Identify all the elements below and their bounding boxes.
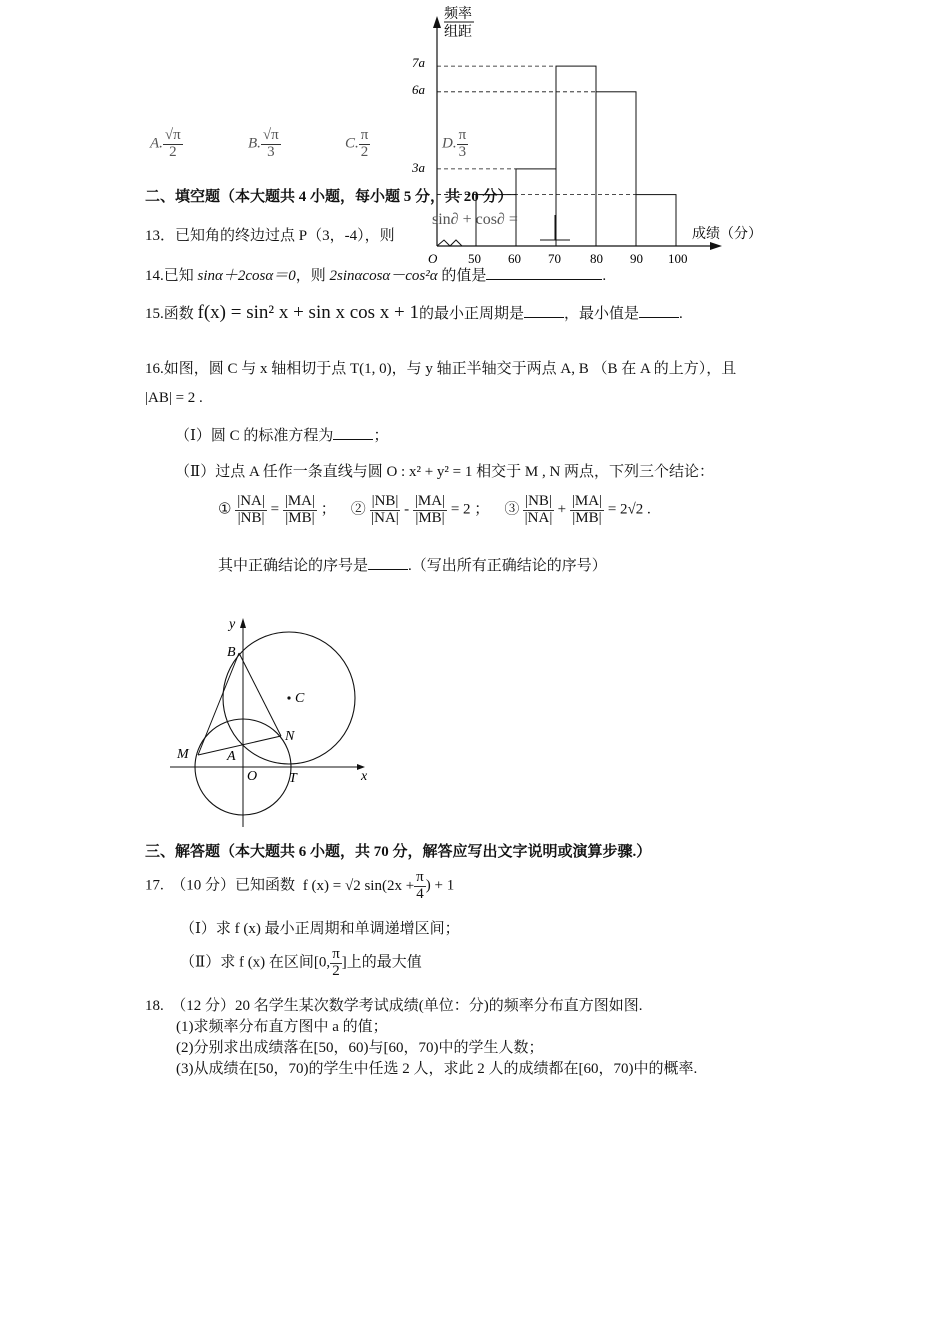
q15-mid: 的最小正周期是	[419, 306, 525, 322]
hist-ytick-3a: 3a	[412, 160, 425, 175]
q17-func-right: ) + 1	[425, 877, 455, 894]
q12-c-den: 2	[360, 143, 369, 160]
q17-part2	[180, 947, 422, 980]
fig-label-x: x	[361, 769, 368, 784]
q15-end: .	[679, 306, 683, 322]
q16-c3-f1-num: |NB|	[525, 493, 552, 509]
q17-p2-prefix: （Ⅱ）求 f (x) 在区间[0,	[180, 954, 331, 971]
q17-p2-suffix: ]上的最大值	[341, 954, 422, 971]
hist-ytick-6a: 6a	[412, 82, 425, 97]
q16-part2: （Ⅱ）过点 A 任作一条直线与圆 O : x² + y² = 1 相交于 M , N 两点，下列三个结论：	[175, 464, 715, 480]
q16-c2-f2-den: |MB|	[415, 509, 445, 526]
q16-ending-suffix: .（写出所有正确结论的序号）	[408, 558, 607, 574]
hist-xlabel: 成绩（分）	[692, 227, 762, 242]
q18-part1: (1)求频率分布直方图中 a 的值；	[176, 1019, 388, 1035]
q16-c3-label: ③	[504, 501, 520, 518]
q18-head: 18. （12 分）20 名学生某次数学考试成绩(单位：分)的频率分布直方图如图.	[145, 998, 643, 1014]
q16-c3-op: +	[557, 501, 567, 518]
fig-label-t: T	[289, 771, 297, 786]
q16-c1-f1-den: |NB|	[237, 509, 265, 526]
q16-c3-f2-num: |MA|	[571, 493, 603, 509]
q12-b-den: 3	[267, 143, 275, 160]
q17-func-left: f (x) = √2 sin(2x +	[302, 877, 415, 894]
hist-bar	[516, 169, 556, 246]
segment-bm	[198, 653, 239, 755]
q16-c3-f2-den: |MB|	[572, 509, 602, 526]
q16-c3-frac1	[523, 494, 554, 527]
q16-c2-f1-den: |NA|	[371, 509, 399, 526]
q16-c1-frac1	[235, 494, 267, 527]
q16-c3-frac2	[570, 494, 604, 527]
fig-label-a: A	[227, 749, 236, 764]
q12-d-num: π	[458, 127, 467, 143]
q12-b-fraction	[261, 128, 281, 161]
q12-c-num: π	[360, 127, 369, 143]
fig-label-c: C	[295, 691, 305, 706]
hist-x-axis-arrow	[710, 242, 722, 250]
hist-xtick-90: 90	[630, 251, 643, 266]
q16-ending-prefix: 其中正确结论的序号是	[218, 558, 369, 574]
q16-conclusions	[218, 494, 651, 527]
fig-label-n: N	[285, 729, 295, 744]
q13-expr: sin∂ + cos∂ =	[432, 211, 518, 228]
q16-c1-eq: =	[270, 501, 280, 518]
q16-c2-op: -	[404, 501, 410, 518]
q12-d-label: D.	[442, 135, 457, 152]
hist-bar	[636, 195, 676, 246]
q14-expr: 2sinαcosα－cos²α	[329, 268, 438, 284]
q12-a-den: 2	[169, 143, 177, 160]
circle-figure	[165, 612, 380, 834]
q17-func-num: π	[416, 869, 424, 885]
q16-c2-f2-num: |MA|	[414, 493, 446, 509]
hist-axis-break	[437, 240, 462, 246]
hist-origin: O	[428, 251, 438, 266]
hist-xtick-70: 70	[548, 251, 561, 266]
q14-cond: sinα＋2cosα＝0	[197, 268, 296, 284]
hist-xtick-50: 50	[468, 251, 481, 266]
q17-part1: （Ⅰ）求 f (x) 最小正周期和单调递增区间；	[180, 921, 460, 937]
q16-ending-blank	[368, 554, 408, 570]
q14-prefix: 14.已知	[145, 268, 198, 284]
point-c-dot	[287, 696, 290, 699]
q15-period-blank	[524, 302, 564, 318]
q16-c1-frac2	[283, 494, 317, 527]
q15-mid2: ，最小值是	[564, 306, 640, 322]
q17-func-den: 4	[416, 885, 424, 902]
fig-label-y: y	[229, 617, 236, 632]
hist-ylabel-bottom: 组距	[444, 25, 472, 40]
q15-prefix: 15.函数	[145, 306, 198, 322]
q16-ending	[218, 554, 607, 575]
q17-func-frac	[414, 870, 426, 903]
q17-p2-den: 2	[332, 962, 340, 979]
q16-part1-suffix: ；	[373, 428, 389, 444]
q15	[145, 302, 683, 324]
q12-b-label: B.	[248, 135, 261, 152]
hist-y-axis-arrow	[433, 16, 441, 28]
q16-c2-end: = 2 ；	[450, 501, 490, 518]
hist-bar	[556, 66, 596, 246]
q16-c2-frac2	[413, 494, 447, 527]
hist-xtick-100: 100	[668, 251, 688, 266]
q15-min-blank	[639, 302, 679, 318]
q16-c3-end: = 2√2 .	[607, 501, 651, 518]
segment-bn	[239, 653, 281, 736]
q16-c2-label: ②	[350, 501, 366, 518]
q12-c-fraction	[359, 128, 371, 161]
q18-part3: (3)从成绩在[50，70)的学生中任选 2 人，求此 2 人的成绩都在[60，70)中的概率.	[176, 1061, 698, 1077]
q15-func: f(x) = sin² x + sin x cos x + 1	[197, 302, 420, 323]
q12-a-fraction	[163, 128, 183, 161]
q14-answer-blank	[486, 264, 602, 280]
q16-c2-f1-num: |NB|	[371, 493, 399, 509]
hist-bar	[596, 92, 636, 246]
hist-xtick-60: 60	[508, 251, 521, 266]
fig-label-m: M	[177, 747, 189, 762]
q12-b-num: √π	[262, 127, 279, 143]
q12-a-num: √π	[164, 127, 181, 143]
section2-title: 二、填空题（本大题共 4 小题，每小题 5 分，共 20 分）	[145, 189, 513, 205]
fig-label-o: O	[247, 769, 258, 784]
q14	[145, 264, 606, 285]
q16-c1-end: ；	[320, 501, 336, 518]
q12-d-den: 3	[458, 143, 467, 160]
q16-part1	[175, 424, 388, 445]
q17-head	[145, 870, 454, 903]
q17-head-text: 17. （10 分）已知函数	[145, 877, 296, 894]
q12-option-b	[248, 128, 281, 161]
q17-p2-frac	[330, 947, 342, 980]
hist-xtick-80: 80	[590, 251, 603, 266]
q16-c3-f1-den: |NA|	[524, 509, 553, 526]
q16-c1-label: ①	[218, 501, 232, 518]
q12-option-d	[442, 128, 468, 161]
q14-period: .	[602, 268, 607, 284]
q16-c2-frac1	[370, 494, 401, 527]
q16-c1-f1-num: |NA|	[237, 493, 265, 509]
q18-part2: (2)分别求出成绩落在[50，60)与[60，70)中的学生人数；	[176, 1040, 544, 1056]
q14-suffix: 的值是	[437, 268, 487, 284]
fig-y-axis-arrow	[240, 618, 246, 628]
q12-c-label: C.	[345, 135, 359, 152]
q17-p2-num: π	[332, 946, 340, 962]
q16-c1-f2-num: |MA|	[284, 493, 316, 509]
q16-line1: 16.如图，圆 C 与 x 轴相切于点 T(1, 0)，与 y 轴正半轴交于两点 A, B （B 在 A 的上方），且	[145, 361, 737, 377]
q12-option-c	[345, 128, 370, 161]
q13-text: 13．已知角的终边过点 P（3，-4），则	[145, 228, 395, 244]
segment-mn	[198, 736, 281, 755]
hist-ytick-7a: 7a	[412, 55, 425, 70]
fig-label-b: B	[227, 645, 236, 660]
q16-part1-prefix: （Ⅰ）圆 C 的标准方程为	[175, 428, 334, 444]
q16-line2: |AB| = 2 .	[145, 390, 203, 406]
q12-option-a	[150, 128, 183, 161]
q16-part1-blank	[333, 424, 373, 440]
q13	[145, 224, 395, 245]
hist-ylabel-top: 频率	[444, 7, 472, 22]
section3-title: 三、解答题（本大题共 6 小题，共 70 分，解答应写出文字说明或演算步骤.）	[145, 844, 652, 860]
q12-d-fraction	[457, 128, 469, 161]
q16-c1-f2-den: |MB|	[285, 509, 315, 526]
q14-mid: ，则	[295, 268, 330, 284]
q12-a-label: A.	[150, 135, 163, 152]
